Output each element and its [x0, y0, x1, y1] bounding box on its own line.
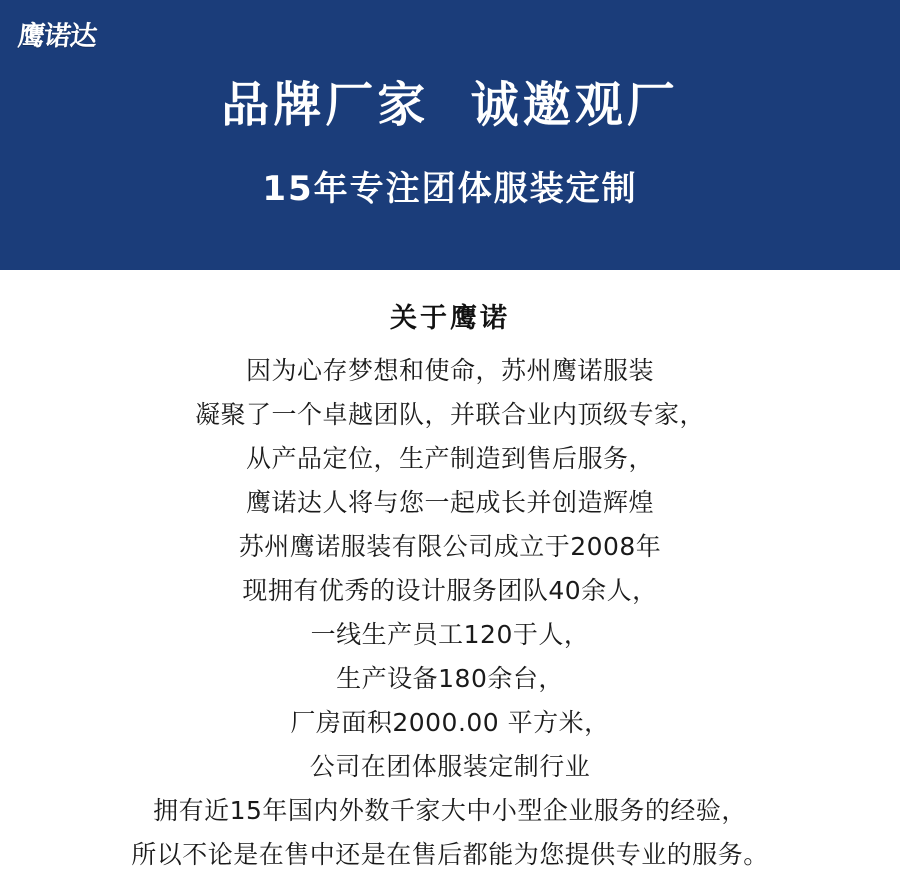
about-line: 厂房面积2000.00 平方米，	[290, 708, 610, 737]
about-line: 公司在团体服装定制行业	[309, 752, 591, 781]
about-line: 苏州鹰诺服装有限公司成立于2008年	[238, 532, 662, 561]
about-line: 一线生产员工120于人，	[310, 620, 590, 649]
about-line: 生产设备180余台，	[336, 664, 564, 693]
brand-logo-icon: 鹰诺达	[16, 21, 98, 52]
about-line: 所以不论是在售中还是在售后都能为您提供专业的服务。	[131, 840, 769, 869]
about-paragraph	[0, 349, 900, 877]
about-line: 从产品定位，生产制造到售后服务，	[245, 444, 654, 473]
about-heading: 关于鹰诺	[390, 303, 510, 334]
about-line: 鹰诺达人将与您一起成长并创造辉煌	[245, 488, 654, 517]
about-line: 凝聚了一个卓越团队，并联合业内顶级专家，	[194, 400, 705, 429]
about-line: 现拥有优秀的设计服务团队40余人，	[242, 576, 658, 605]
about-section	[0, 270, 900, 887]
banner-title: 品牌厂家 诚邀观厂	[221, 76, 679, 133]
about-line: 因为心存梦想和使命，苏州鹰诺服装	[245, 356, 654, 385]
about-line: 拥有近15年国内外数千家大中小型企业服务的经验，	[153, 796, 747, 825]
banner-text-block	[0, 0, 900, 270]
banner-subtitle: 15年专注团体服装定制	[262, 168, 638, 209]
hero-banner	[0, 0, 900, 270]
